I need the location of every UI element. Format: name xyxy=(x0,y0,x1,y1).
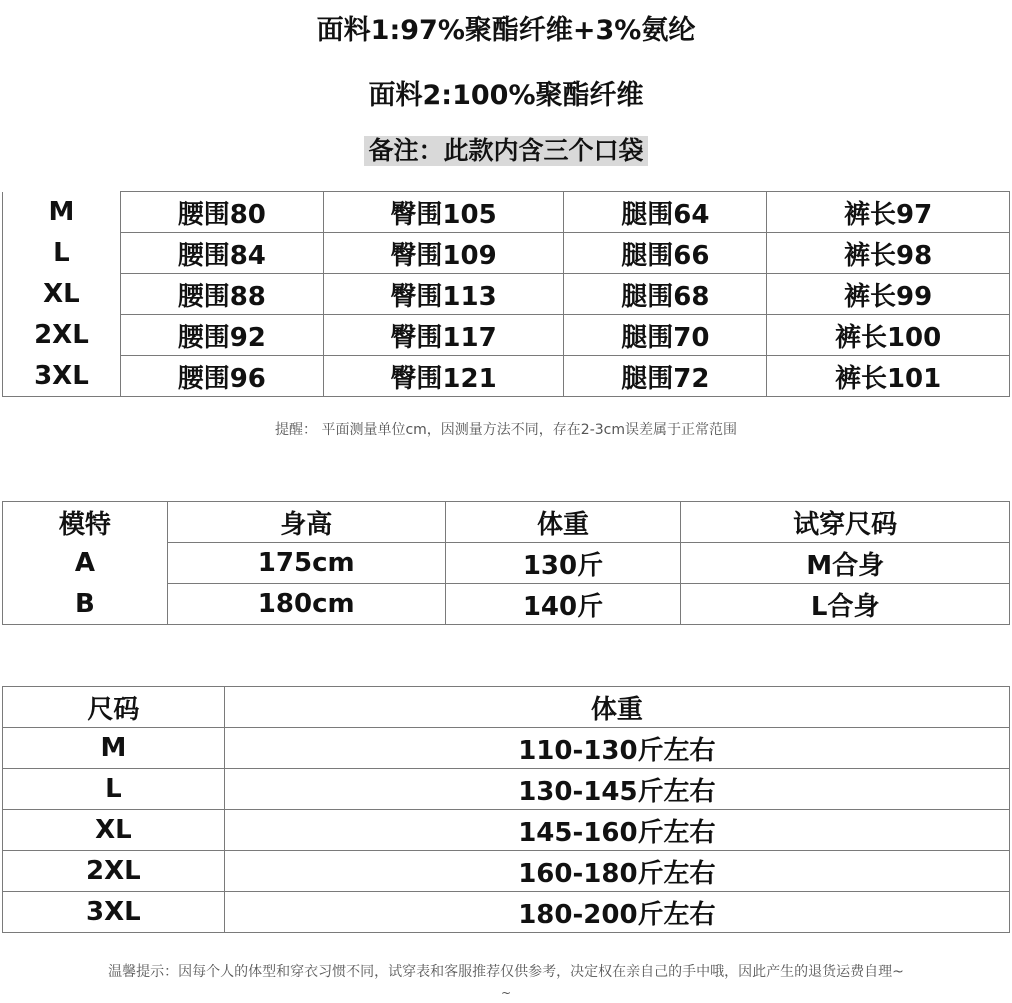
length-cell: 裤长100 xyxy=(767,315,1010,356)
length-cell: 裤长97 xyxy=(767,192,1010,233)
table-row xyxy=(3,543,1010,584)
size-cell: 2XL xyxy=(3,315,121,356)
length-cell: 裤长98 xyxy=(767,233,1010,274)
fabric-2-heading: 面料2:100%聚酯纤维 xyxy=(368,80,644,111)
weight-range-cell: 110-130斤左右 xyxy=(224,728,1009,769)
weight-range-cell: 130-145斤左右 xyxy=(224,769,1009,810)
waist-cell: 腰围96 xyxy=(120,356,323,397)
size-cell: XL xyxy=(3,810,225,851)
table-header-row xyxy=(3,502,1010,543)
size-measurement-table xyxy=(2,191,1010,397)
model-cell: A xyxy=(3,543,168,584)
table-row xyxy=(3,810,1010,851)
fit-cell: M合身 xyxy=(681,543,1010,584)
weight-cell: 130斤 xyxy=(445,543,681,584)
remark-wrapper xyxy=(0,136,1012,166)
footer-tail: ~ xyxy=(500,986,512,1000)
height-cell: 180cm xyxy=(167,584,445,625)
table-row xyxy=(3,233,1010,274)
hip-cell: 臀围109 xyxy=(323,233,564,274)
weight-range-cell: 180-200斤左右 xyxy=(224,892,1009,933)
table-row xyxy=(3,728,1010,769)
weight-cell: 140斤 xyxy=(445,584,681,625)
weight-header: 体重 xyxy=(445,502,681,543)
waist-cell: 腰围92 xyxy=(120,315,323,356)
hip-cell: 臀围113 xyxy=(323,274,564,315)
length-cell: 裤长101 xyxy=(767,356,1010,397)
length-cell: 裤长99 xyxy=(767,274,1010,315)
thigh-cell: 腿围72 xyxy=(564,356,767,397)
hip-cell: 臀围121 xyxy=(323,356,564,397)
size-cell: M xyxy=(3,192,121,233)
waist-cell: 腰围84 xyxy=(120,233,323,274)
model-header: 模特 xyxy=(3,502,168,543)
table-row xyxy=(3,892,1010,933)
size-cell: M xyxy=(3,728,225,769)
table-header-row xyxy=(3,687,1010,728)
remark-note: 备注：此款内含三个口袋 xyxy=(364,136,647,166)
table-row xyxy=(3,356,1010,397)
waist-cell: 腰围80 xyxy=(120,192,323,233)
model-fit-table xyxy=(2,501,1010,625)
size-header: 尺码 xyxy=(3,687,225,728)
size-cell: 3XL xyxy=(3,892,225,933)
weight-header: 体重 xyxy=(224,687,1009,728)
waist-cell: 腰围88 xyxy=(120,274,323,315)
table-row xyxy=(3,192,1010,233)
size-cell: L xyxy=(3,769,225,810)
size-cell: L xyxy=(3,233,121,274)
table-row xyxy=(3,851,1010,892)
measurement-tip: 提醒： 平面测量单位cm，因测量方法不同，存在2-3cm误差属于正常范围 xyxy=(275,422,737,438)
thigh-cell: 腿围66 xyxy=(564,233,767,274)
hip-cell: 臀围105 xyxy=(323,192,564,233)
height-header: 身高 xyxy=(167,502,445,543)
table-row xyxy=(3,769,1010,810)
table-row xyxy=(3,274,1010,315)
thigh-cell: 腿围64 xyxy=(564,192,767,233)
height-cell: 175cm xyxy=(167,543,445,584)
fabric-1-heading: 面料1:97%聚酯纤维+3%氨纶 xyxy=(316,15,696,46)
model-cell: B xyxy=(3,584,168,625)
thigh-cell: 腿围68 xyxy=(564,274,767,315)
size-cell: XL xyxy=(3,274,121,315)
weight-range-cell: 145-160斤左右 xyxy=(224,810,1009,851)
size-cell: 2XL xyxy=(3,851,225,892)
fit-size-header: 试穿尺码 xyxy=(681,502,1010,543)
footer-tip: 温馨提示：因每个人的体型和穿衣习惯不同，试穿表和客服推荐仅供参考，决定权在亲自己的手中哦，因此产生的退货运费自理~ xyxy=(108,964,904,980)
table-row xyxy=(3,584,1010,625)
weight-range-cell: 160-180斤左右 xyxy=(224,851,1009,892)
hip-cell: 臀围117 xyxy=(323,315,564,356)
thigh-cell: 腿围70 xyxy=(564,315,767,356)
size-cell: 3XL xyxy=(3,356,121,397)
size-weight-table xyxy=(2,686,1010,933)
table-row xyxy=(3,315,1010,356)
fit-cell: L合身 xyxy=(681,584,1010,625)
